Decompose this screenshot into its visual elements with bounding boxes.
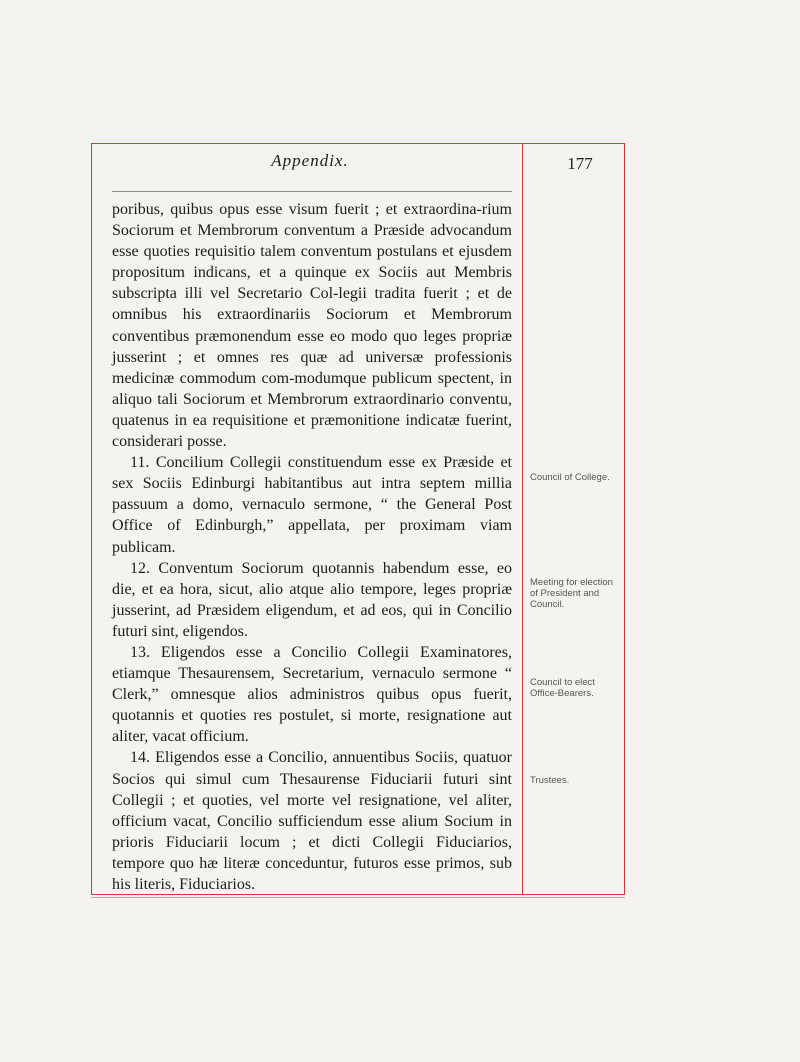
margin-note-trustees: Trustees. <box>530 775 570 786</box>
section-13: 13. Eligendos esse a Concilio Collegii Examinatores, etiamque Thesaurensem, Secretarium, vernaculo sermone “ Clerk,” omnesque alios administros quibus opus fuerit, quotannis et quoties res postulet, si morte, resignatione aut aliter, vacat officium. <box>112 643 512 746</box>
margin-note-office-bearers: Council to elect Office-Bearers. <box>530 677 595 699</box>
running-header-title: Appendix. <box>271 151 349 170</box>
frame-bottom-shadow <box>91 897 625 898</box>
margin-note-meeting: Meeting for election of President and Council. <box>530 577 613 610</box>
margin-note-council: Council of College. <box>530 472 610 483</box>
page-number: 177 <box>567 154 593 173</box>
section-12: 12. Conventum Sociorum quotannis habendum esse, eo die, et ea hora, sicut, alio atque alio tempore, leges propriæ jusserint, ad Præsidem eligendum, et ad eos, qui in Concilio futuri sint, eligendos. <box>112 559 512 640</box>
header-rule <box>112 191 512 192</box>
body-text <box>112 199 512 895</box>
section-14: 14. Eligendos esse a Concilio, annuentibus Sociis, quatuor Socios qui simul cum Thesaurense Fiduciarii futuri sint Collegii ; et quoties, vel morte vel resignatione, vel aliter, officium vacat, Concilio sufficiendum esse alium Socium in prioris Fiduciarii locum ; et dicti Collegii Fiduciarios, tempore quo hæ literæ conceduntur, futuros esse primos, sub his literis, Fiduciarios. <box>112 749 512 893</box>
section-11: 11. Concilium Collegii constituendum esse ex Præside et sex Sociis Edinburgi habitantibus aut intra septem millia passuum a domo, vernaculo sermone, “ the General Post Office of Edinburgh,” appellata, per proximam viam publicam. <box>112 454 512 556</box>
margin-column-divider <box>522 143 523 895</box>
intro-paragraph: poribus, quibus opus esse visum fuerit ; et extraordina-rium Sociorum et Membrorum conventum a Præside advocandum esse quoties requisitio talem conventum postulans et ejusdem propositum indicans, et a quinque ex Sociis aut Membris subscripta illi vel Secretario Col-legii tradita fuerit ; et de omnibus his extraordinariis Sociorum et Membrorum conventibus præmonendum esse eo modo quo leges propriæ jusserint ; et omnes res quæ ad universæ professionis medicinæ commodum com-modumque publicum spectent, in aliquo tali Sociorum et Membrorum extraordinario conventu, quatenus in ea requisitione et præmonitione indicatæ fuerint, considerari posse. <box>112 201 512 451</box>
